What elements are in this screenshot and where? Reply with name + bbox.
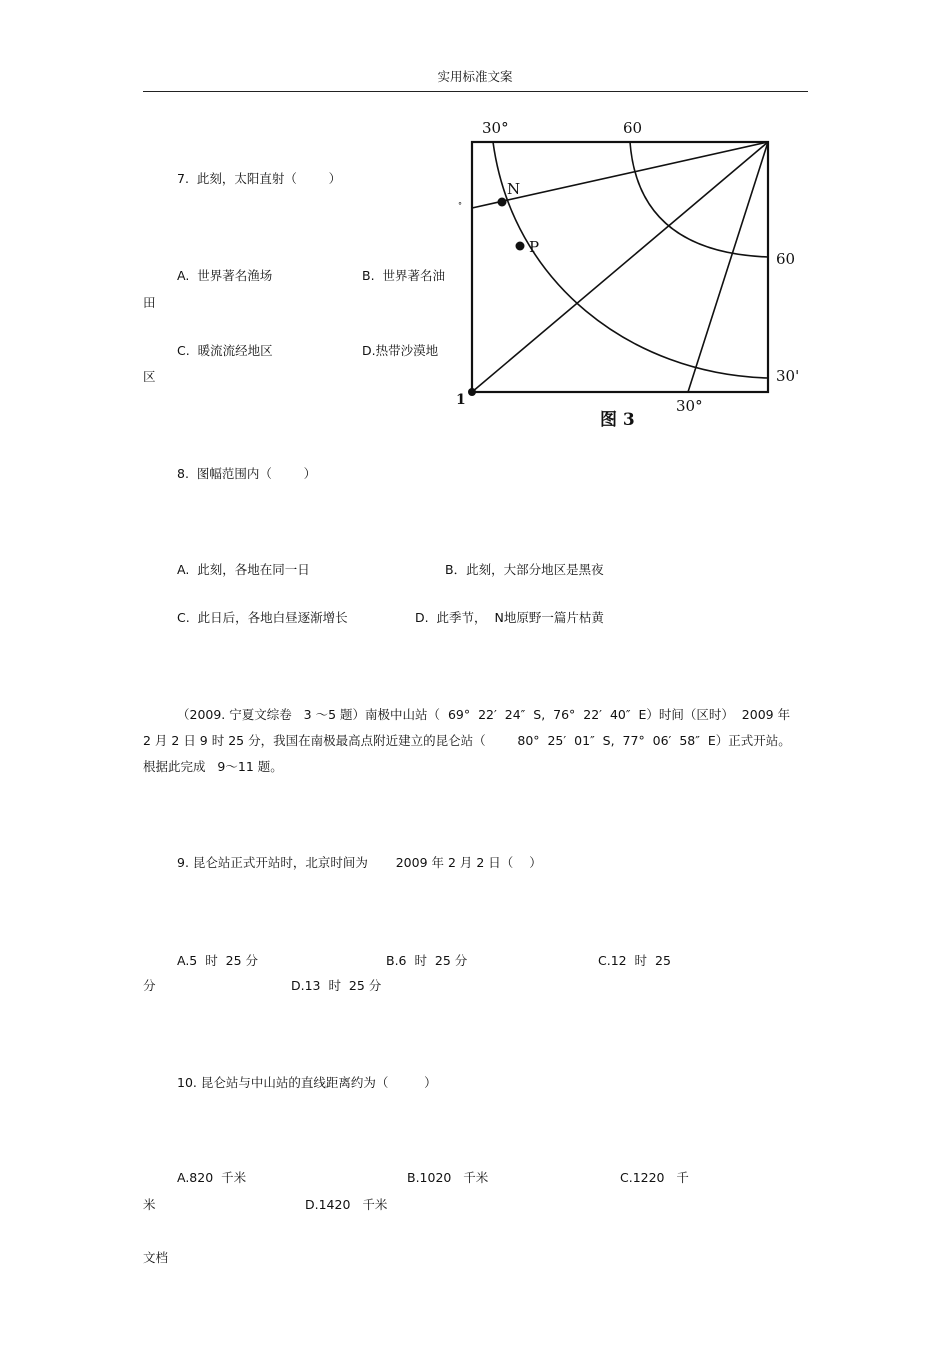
q9-option-c-wrap: 分	[143, 978, 156, 993]
label-right-30: 30'	[776, 367, 800, 385]
q10-option-a: A.820 千米	[177, 1170, 247, 1185]
steep-line	[688, 142, 768, 392]
upper-line	[472, 142, 768, 208]
point-p-marker	[516, 242, 525, 251]
q7-option-c: C. 暖流流经地区	[177, 343, 273, 358]
label-right-60: 60	[776, 250, 796, 268]
q8-option-b: B．此刻，大部分地区是黑夜	[445, 562, 604, 577]
q10-option-c: C.1220 千	[620, 1170, 689, 1185]
q8-option-c: C. 此日后，各地白昼逐渐增长	[177, 610, 348, 625]
q7-option-b: B. 世界著名油	[362, 268, 445, 283]
q7-option-b-wrap: 田	[143, 295, 156, 310]
corner-point	[468, 388, 476, 396]
q7-stem: 7. 此刻，太阳直射（ ）	[177, 171, 342, 186]
passage-line-3: 根据此完成 9～11 题。	[143, 759, 283, 774]
q10-option-b: B.1020 千米	[407, 1170, 489, 1185]
q7-option-d-wrap: 区	[143, 369, 156, 384]
q9-stem: 9. 昆仑站正式开站时，北京时间为 2009 年 2 月 2 日（ ）	[177, 855, 542, 870]
label-top-60: 60	[623, 119, 643, 137]
label-left-tick: °	[458, 201, 462, 210]
label-p: P	[529, 238, 540, 256]
header-rule	[143, 91, 808, 92]
label-n: N	[507, 180, 521, 198]
q8-option-d: D. 此季节， N地原野一篇片枯黄	[415, 610, 604, 625]
label-corner: 1	[456, 392, 466, 408]
q9-option-c: C.12 时 25	[598, 953, 671, 968]
q7-option-d: D.热带沙漠地	[362, 343, 439, 358]
q8-option-a: A. 此刻，各地在同一日	[177, 562, 310, 577]
q9-option-d: D.13 时 25 分	[291, 978, 382, 993]
q10-option-d: D.1420 千米	[305, 1197, 388, 1212]
figure-3-diagram	[440, 112, 810, 432]
q9-option-a: A.5 时 25 分	[177, 953, 259, 968]
page-header: 实用标准文案	[437, 69, 513, 84]
q9-option-b: B.6 时 25 分	[386, 953, 468, 968]
point-n-marker	[498, 198, 507, 207]
q8-stem: 8. 图幅范围内（ ）	[177, 466, 317, 481]
q7-option-a: A. 世界著名渔场	[177, 268, 273, 283]
page-footer: 文档	[143, 1250, 169, 1265]
label-top-left-30: 30°	[482, 119, 509, 137]
figure-caption: 图 3	[600, 410, 635, 430]
label-bottom-30: 30°	[676, 397, 703, 415]
q10-stem: 10. 昆仑站与中山站的直线距离约为（ ）	[177, 1075, 437, 1090]
q10-option-c-wrap: 米	[143, 1197, 156, 1212]
passage-line-2: 2 月 2 日 9 时 25 分，我国在南极最高点附近建立的昆仑站（ 80° 25′ 01″ S, 77° 06′ 58″ E）正式开站。	[143, 733, 791, 748]
passage-line-1: （2009. 宁夏文综卷 3 ～5 题）南极中山站（ 69° 22′ 24″ S, 76° 22′ 40″ E）时间（区时） 2009 年	[177, 707, 791, 722]
